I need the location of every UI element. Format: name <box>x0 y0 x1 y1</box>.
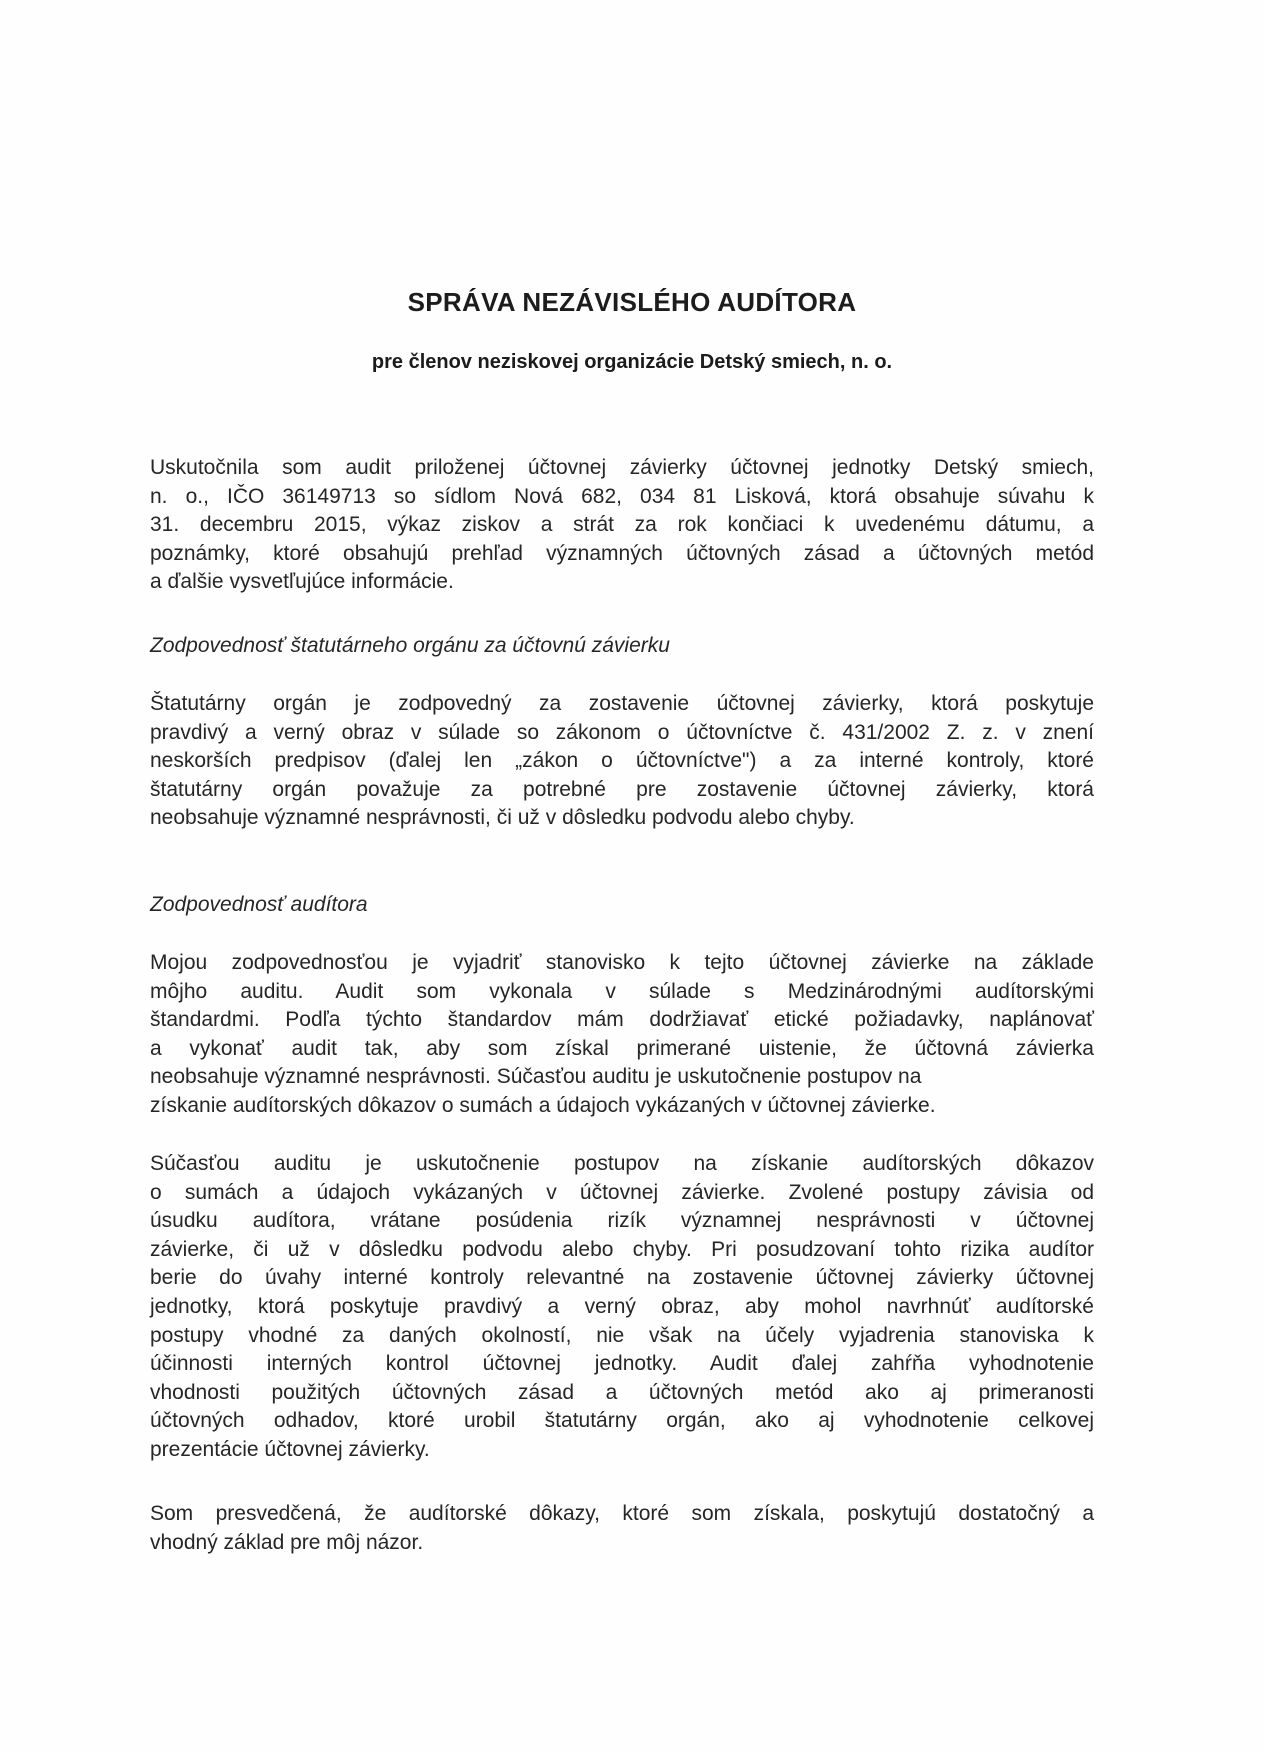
auditor-line: neobsahuje významné nesprávnosti. Súčasťou auditu je uskutočnenie postupov na <box>150 1065 922 1089</box>
auditor-line: Súčasťou auditu je uskutočnenie postupov na získanie audítorských dôkazov <box>150 1152 1094 1175</box>
section-heading-auditor: Zodpovednosť audítora <box>150 893 368 916</box>
auditor-line: získanie audítorských dôkazov o sumách a údajoch vykázaných v účtovnej závierke. <box>150 1093 936 1117</box>
auditor-line: o sumách a údajoch vykázaných v účtovnej závierke. Zvolené postupy závisia od <box>150 1180 1094 1204</box>
intro-line: Uskutočnila som audit priloženej účtovnej závierky účtovnej jednotky Detský smiech, <box>150 456 1094 479</box>
auditor-line: môjho auditu. Audit som vykonala v súlade s Medzinárodnými audítorskými <box>150 979 1094 1003</box>
statutory-line: štatutárny orgán považuje za potrebné pre zostavenie účtovnej závierky, ktorá <box>150 777 1094 801</box>
intro-line: poznámky, ktoré obsahujú prehľad významných účtovných zásad a účtovných metód <box>150 541 1094 565</box>
auditor-line: a vykonať audit tak, aby som získal primerané uistenie, že účtovná závierka <box>150 1036 1094 1060</box>
auditor-line: závierke, či už v dôsledku podvodu alebo chyby. Pri posudzovaní tohto rizika audítor <box>150 1237 1094 1261</box>
intro-line: a ďalšie vysvetľujúce informácie. <box>150 570 454 594</box>
statutory-line: neobsahuje významné nesprávnosti, či už v dôsledku podvodu alebo chyby. <box>150 806 855 830</box>
auditor-line: Mojou zodpovednosťou je vyjadriť stanovisko k tejto účtovnej závierke na základe <box>150 951 1094 974</box>
auditor-line: postupy vhodné za daných okolností, nie však na účely vyjadrenia stanoviska k <box>150 1323 1094 1347</box>
auditor-line: úsudku audítora, vrátane posúdenia rizík významnej nesprávnosti v účtovnej <box>150 1209 1094 1233</box>
statutory-line: neskorších predpisov (ďalej len „zákon o účtovníctve") a za interné kontroly, ktoré <box>150 749 1094 773</box>
intro-paragraph <box>150 454 1094 597</box>
auditor-line: jednotky, ktorá poskytuje pravdivý a verný obraz, aby mohol navrhnúť audítorské <box>150 1294 1094 1318</box>
auditor-line: účinnosti interných kontrol účtovnej jednotky. Audit ďalej zahŕňa vyhodnotenie <box>150 1352 1094 1376</box>
report-title: SPRÁVA NEZÁVISLÉHO AUDÍTORA <box>407 287 857 317</box>
auditor-paragraph-1 <box>150 949 1094 1121</box>
auditor-paragraph-3 <box>150 1500 1094 1557</box>
statutory-line: pravdivý a verný obraz v súlade so zákonom o účtovníctve č. 431/2002 Z. z. v znení <box>150 720 1094 744</box>
auditor-line: prezentácie účtovnej závierky. <box>150 1437 430 1461</box>
intro-line: 31. decembru 2015, výkaz ziskov a strát za rok končiaci k uvedenému dátumu, a <box>150 513 1094 537</box>
report-subtitle: pre členov neziskovej organizácie Detský smiech, n. o. <box>371 351 893 373</box>
statutory-paragraph <box>150 690 1094 833</box>
auditor-line: Som presvedčená, že audítorské dôkazy, ktoré som získala, poskytujú dostatočný a <box>150 1502 1094 1525</box>
intro-line: n. o., IČO 36149713 so sídlom Nová 682, 034 81 Lisková, ktorá obsahuje súvahu k <box>150 484 1094 508</box>
auditor-line: štandardmi. Podľa týchto štandardov mám dodržiavať etické požiadavky, naplánovať <box>150 1008 1094 1032</box>
section-heading-statutory: Zodpovednosť štatutárneho orgánu za účtovnú závierku <box>150 634 670 657</box>
statutory-line: Štatutárny orgán je zodpovedný za zostavenie účtovnej závierky, ktorá poskytuje <box>150 692 1094 715</box>
auditor-paragraph-2 <box>150 1150 1094 1465</box>
auditor-line: berie do úvahy interné kontroly relevantné na zostavenie účtovnej závierky účtovnej <box>150 1266 1094 1290</box>
auditor-line: vhodný základ pre môj názor. <box>150 1530 424 1554</box>
auditor-line: vhodnosti použitých účtovných zásad a účtovných metód ako aj primeranosti <box>150 1380 1094 1404</box>
auditor-line: účtovných odhadov, ktoré urobil štatutárny orgán, ako aj vyhodnotenie celkovej <box>150 1409 1094 1433</box>
